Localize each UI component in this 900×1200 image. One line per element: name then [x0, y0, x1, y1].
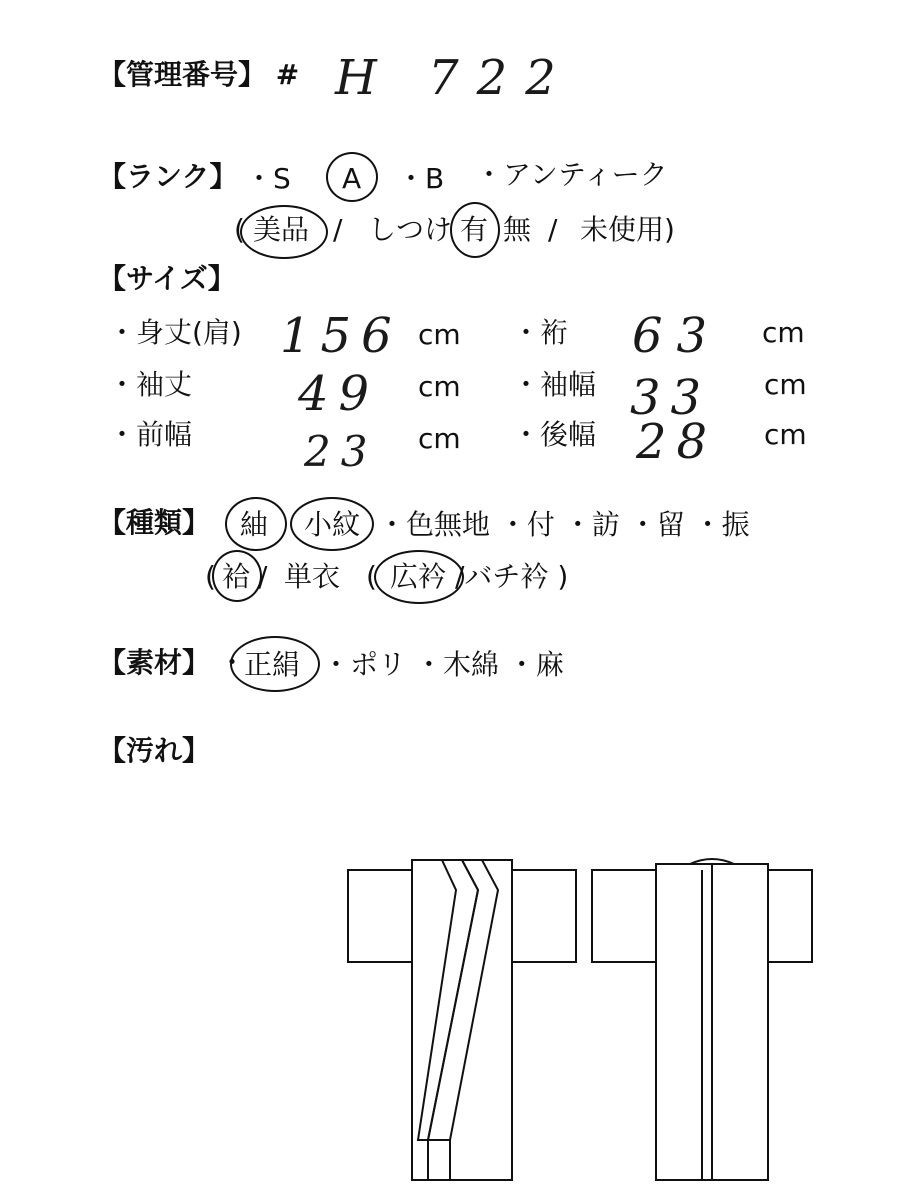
type-tsumugi: 紬	[240, 508, 269, 541]
awase-circle	[212, 550, 262, 602]
bihin-circle	[240, 205, 328, 259]
size-row-3-right-unit: cm	[764, 418, 807, 451]
management-number-label: 【管理番号】 #	[98, 58, 300, 91]
shoken-circle	[230, 636, 320, 692]
rank-label: 【ランク】	[98, 160, 238, 193]
rank-nashi: 無	[503, 213, 532, 246]
ari-circle	[450, 202, 500, 258]
type-rest: ・色無地 ・付 ・訪 ・留 ・振	[378, 508, 750, 541]
komon-circle	[290, 497, 374, 551]
rank-shitsuke: しつけ	[368, 213, 453, 246]
size-row-2-left-value: 49	[298, 366, 380, 422]
size-row-1-left-unit: cm	[418, 318, 461, 351]
type-hiroeri: 広衿	[390, 560, 447, 593]
size-row-3-right-value: 28	[636, 414, 718, 470]
rank-bihin: 美品	[253, 213, 310, 246]
kimono-front-outline	[348, 860, 576, 1180]
material-shoken: 正絹	[244, 648, 301, 681]
size-label: 【サイズ】	[98, 262, 236, 295]
type-hitoe: 単衣	[284, 560, 341, 593]
rank-slash-1: /	[333, 213, 343, 246]
rank-ari: 有	[460, 213, 489, 246]
size-row-3-left-label: ・前幅	[108, 418, 193, 451]
size-row-2-left-unit: cm	[418, 370, 461, 403]
type-open-2: (	[366, 560, 377, 593]
kimono-outline-diagram	[340, 850, 820, 1190]
hiroeri-circle	[374, 550, 464, 604]
size-row-2-right-unit: cm	[764, 368, 807, 401]
management-number-value: H 722	[335, 50, 574, 106]
kimono-back-outline	[592, 859, 812, 1180]
rank-option-antique: ・アンティーク	[475, 158, 668, 191]
material-dot: ・	[218, 646, 247, 679]
rank-line2-open: (	[234, 213, 245, 246]
size-row-2-left-label: ・袖丈	[108, 368, 193, 401]
size-row-1-right-value: 63	[632, 308, 722, 364]
type-slash: /	[258, 560, 268, 593]
size-row-1-right-unit: cm	[762, 316, 805, 349]
rank-a-circle	[326, 152, 378, 202]
size-row-1-right-label: ・裄	[512, 316, 569, 349]
material-label: 【素材】	[98, 646, 211, 679]
size-row-2-right-value: 33	[630, 370, 712, 426]
size-row-3-right-label: ・後幅	[512, 418, 597, 451]
size-row-2-right-label: ・袖幅	[512, 368, 597, 401]
size-row-1-left-value: 156	[280, 308, 402, 364]
stains-label: 【汚れ】	[98, 734, 211, 767]
material-rest: ・ポリ ・木綿 ・麻	[322, 648, 564, 681]
rank-slash-2: /	[548, 213, 558, 246]
rank-option-s: ・S	[245, 162, 291, 195]
type-komon: 小紋	[304, 508, 361, 541]
size-row-3-left-value: 23	[304, 427, 378, 476]
type-label: 【種類】	[98, 506, 211, 539]
rank-option-a: A	[342, 162, 362, 195]
type-line2-open: (	[205, 560, 216, 593]
rank-option-b: ・B	[397, 162, 445, 195]
size-row-3-left-unit: cm	[418, 422, 461, 455]
size-row-1-left-label: ・身丈(肩)	[108, 316, 242, 349]
type-awase: 袷	[222, 560, 251, 593]
tsumugi-circle	[225, 497, 287, 551]
type-bachieri: /バチ衿 )	[455, 560, 569, 593]
rank-unused: 未使用)	[580, 213, 675, 246]
